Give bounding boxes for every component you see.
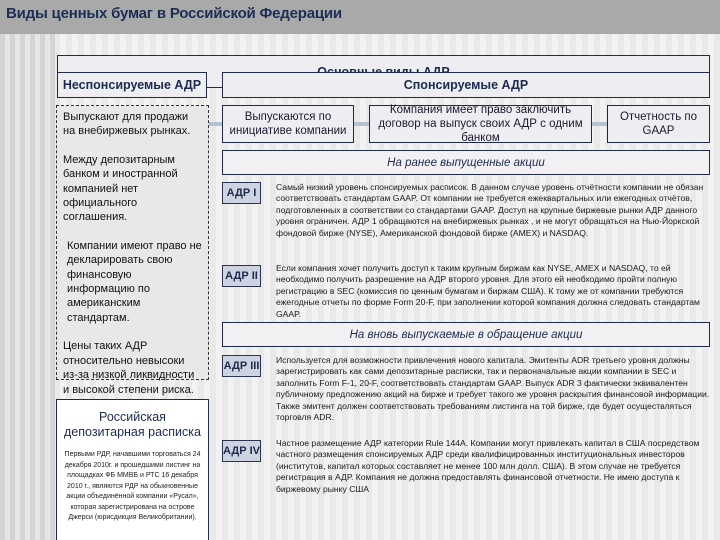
unsponsored-point: Выпускают для продажи на внебиржевых рынках.: [63, 111, 191, 138]
adr-level-1-label: АДР I: [222, 182, 261, 204]
adr-level-4-label: АДР IV: [222, 440, 261, 462]
unsponsored-point: Между депозитарным банком и иностранной компанией нет официального соглашения.: [63, 153, 178, 224]
page-title: Виды ценных бумаг в Российской Федерации: [6, 5, 342, 22]
section-new-shares: На вновь выпускаемые в обращение акции: [222, 322, 710, 347]
adr-level-2-label: АДР II: [222, 265, 261, 287]
rdr-title: Российская депозитарная расписка: [64, 410, 201, 439]
unsponsored-point: Цены таких АДР относительно невысоки из-за низкой ликвидности и высокой степени риска.: [63, 340, 195, 396]
feature-one-bank-contract: Компания имеет право заключить договор на выпуск своих АДР с одним банком: [369, 105, 592, 143]
adr-level-3-label: АДР III: [222, 355, 261, 377]
decorative-stripes: [0, 34, 55, 540]
rdr-box: [56, 399, 209, 540]
feature-company-initiative: Выпускаются по инициативе компании: [222, 105, 354, 143]
adr-level-3-text: Используется для возможности привлечения нового капитала. Эмитенты ADR третьего уровня должны зарегистрировать как сами депозитарные расписки, так и первоначальные акции компании в SEC и заполнить Form F-1, 20-F, соответствовать стандартам GAAP. Выпуск ADR 3 фактически эквивалентен публичному предложению акций на бирже и требует такого же уровня раскрытия финансовой информации. Также эмитент должен соответствовать требованиям листинга на той бирже, где будет осуществляться торговля ADR.: [276, 355, 710, 423]
sponsored-header: Спонсируемые АДР: [222, 72, 710, 98]
section-existing-shares: На ранее выпущенные акции: [222, 150, 710, 175]
adr-level-4-text: Частное размещение АДР категории Rule 144A. Компании могут привлекать капитал в США посредством частного размещения спонсируемых АДР среди квалифицированных институциональных инвесторов (институтов, капитал которых составляет не менее 100 млн долл. США). В этом случае не требуется регистрация в АДР. Компания не должна предоставлять финансовой отчетности. Не имею доступа к биржевому рынку США: [276, 438, 700, 494]
adr-level-2-text: Если компания хочет получить доступ к таким крупным биржам как NYSE, AMEX и NASDAQ, то ей необходимо получить разрешение на АДР второго уровня. Для этого ей необходимо пройти полную регистрацию в SEC (комиссия по ценным бумагам и биржам США). К тому же от компании требуются ежегодные отчеты по форме Form 20-F, при заполнении которой компания должна следовать стандартам GAAP.: [276, 263, 700, 319]
unsponsored-point: Компании имеют право не декларировать свою финансовую информацию по американским стандартам.: [67, 239, 202, 324]
feature-gaap-reporting: Отчетность по GAAP: [607, 105, 710, 143]
title-bar: [0, 0, 720, 34]
unsponsored-header: Неспонсируемые АДР: [57, 72, 207, 98]
rdr-text: Первыми РДР, начавшими торговаться 24 декабря 2010г. и прошедшими листинг на площадках ФБ ММВБ и РТС 16 декабря 2010 г., являются РДР на обыкновенные акции объединённой компании «Русал», которая зарегистрирована на острове Джерси (юрисдикция Великобритании).: [64, 451, 201, 521]
adr-level-1-text: Самый низкий уровень спонсируемых расписок. В данном случае уровень отчётности компании не обязан соответствовать стандартам GAAP. От компании не требуется ежеквартальных или ежегодных отчётов, подготовленных в соответствии со стандартами GAAP. Доступ на крупные биржевые рынки АДР данного уровня ограничен. АДР 1 обращаются на внебиржевых рынках , и не могут обращаться на Нью-Йоркской фондовой бирже (NYSE), Американской фондовой бирже (AMEX) и NASDAQ.: [276, 182, 704, 238]
unsponsored-points-panel: [56, 105, 209, 396]
